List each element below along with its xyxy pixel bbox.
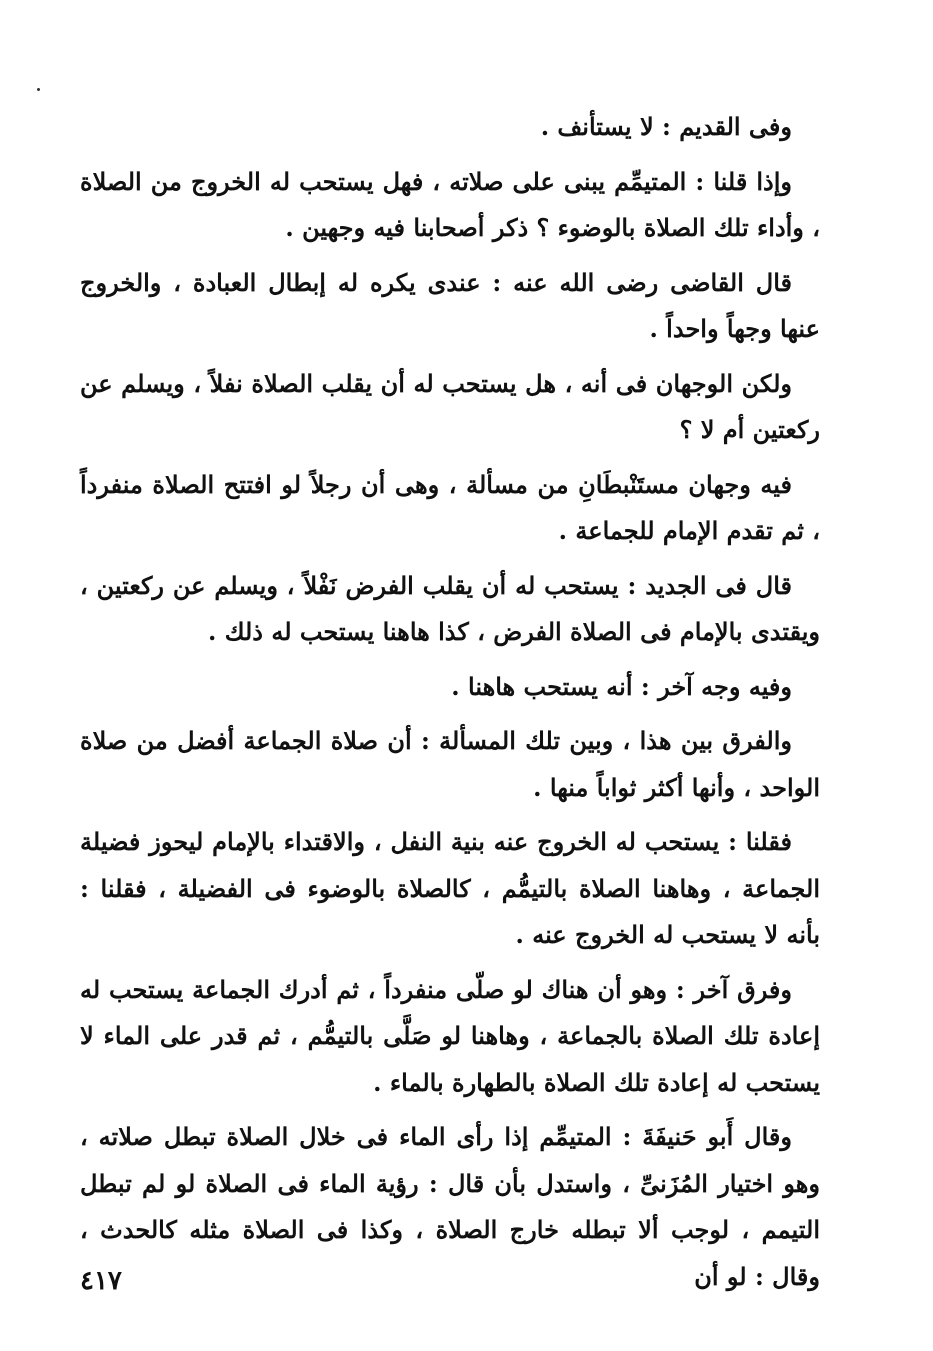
body-text <box>80 104 820 1308</box>
scan-speck <box>37 88 40 91</box>
paragraph-1: وفى القديم : لا يستأنف . <box>540 112 792 141</box>
paragraph-3: قال القاضى رضى الله عنه : عندى يكره له إبطال العبادة ، والخروج عنها وجهاً واحداً . <box>80 267 820 343</box>
paragraph-11: وقال أَبو حَنيفَةَ : المتيمِّم إذا رأى الماء فى خلال الصلاة تبطل صلاته ، وهو اختيار المُزَنىِّ ، واستدل بأن قال : رؤية الماء فى الصلاة لو لم تبطل التيمم ، لوجب ألا تبطله خارج الصلاة ، وكذا فى الصلاة مثله كالحدث ، وقال : لو أن <box>80 1122 820 1291</box>
paragraph-6: قال فى الجديد : يستحب له أن يقلب الفرض نَفْلاً ، ويسلم عن ركعتين ، ويقتدى بالإمام فى الصلاة الفرض ، كذا هاهنا يستحب له ذلك . <box>80 570 820 646</box>
paragraph-7: وفيه وجه آخر : أنه يستحب هاهنا . <box>451 671 792 701</box>
page-number: ٤١٧ <box>80 1266 122 1296</box>
paragraph-10: وفرق آخر : وهو أن هناك لو صلّى منفرداً ، ثم أدرك الجماعة يستحب له إعادة تلك الصلاة بالجماعة ، وهاهنا لو صَلَّى بالتيمُّم ، ثم قدر على الماء لا يستحب له إعادة تلك الصلاة بالطهارة بالماء . <box>80 974 820 1097</box>
paragraph-8: والفرق بين هذا ، وبين تلك المسألة : أن صلاة الجماعة أفضل من صلاة الواحد ، وأنها أكثر ثواباً منها . <box>80 726 820 802</box>
paragraph-9: فقلنا : يستحب له الخروج عنه بنية النفل ، والاقتداء بالإمام ليحوز فضيلة الجماعة ، وهاهنا الصلاة بالتيمُّم ، كالصلاة بالوضوء فى الفضيلة ، فقلنا : بأنه لا يستحب له الخروج عنه . <box>80 827 820 949</box>
paragraph-5: فيه وجهان مستَنْبطَانِ من مسألة ، وهى أن رجلاً لو افتتح الصلاة منفرداً ، ثم تقدم الإمام للجماعة . <box>80 469 820 545</box>
paragraph-4: ولكن الوجهان فى أنه ، هل يستحب له أن يقلب الصلاة نفلاً ، ويسلم عن ركعتين أم لا ؟ <box>80 368 820 444</box>
paragraph-2: وإذا قلنا : المتيمِّم يبنى على صلاته ، فهل يستحب له الخروج من الصلاة ، وأداء تلك الصلاة بالوضوء ؟ ذكر أصحابنا فيه وجهين . <box>80 166 820 242</box>
